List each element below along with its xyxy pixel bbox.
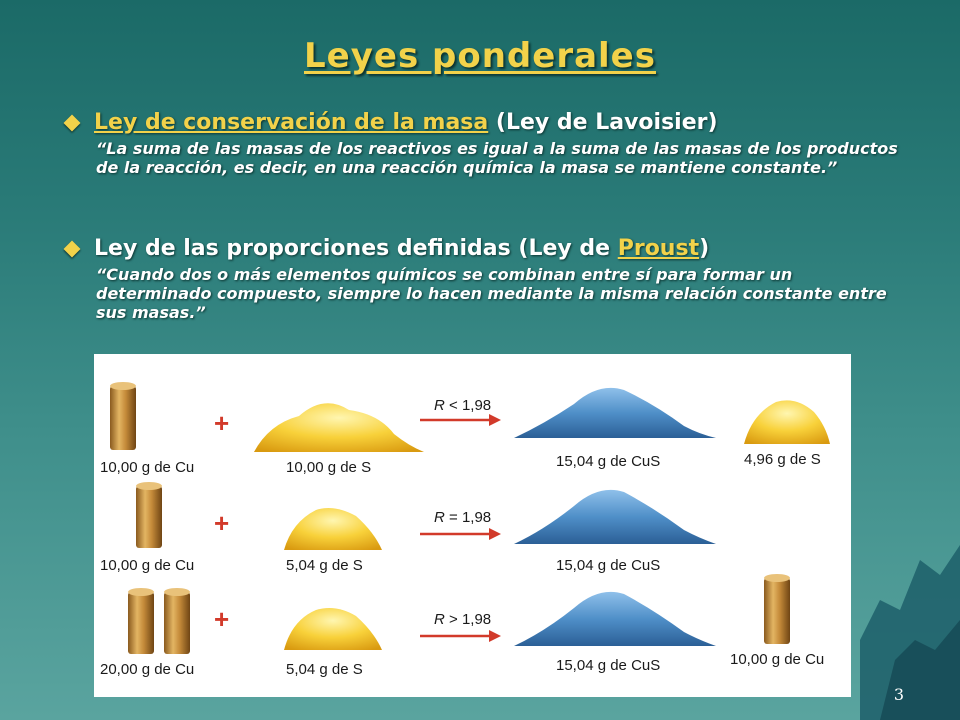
copper-cylinder-icon xyxy=(136,482,162,548)
slide-title: Leyes ponderales xyxy=(304,36,656,76)
page-number: 3 xyxy=(893,685,904,704)
copper-sulfide-mass-label: 15,04 g de CuS xyxy=(556,557,661,574)
law-conservation-link[interactable]: Ley de conservación de la masa xyxy=(94,110,489,135)
sulfur-mass-label: 5,04 g de S xyxy=(286,661,363,678)
plus-sign: + xyxy=(214,508,230,538)
law-proportions-heading xyxy=(62,236,902,261)
copper-sulfide-pile-icon xyxy=(514,592,716,646)
law-proportions-quote: “Cuando dos o más elementos químicos se combinan entre sí para formar un determinado compuesto, siempre lo hacen mediante la misma relación constante entre sus masas.” xyxy=(96,265,887,322)
reaction-arrow-icon xyxy=(420,630,501,642)
excess-copper-cylinder-icon xyxy=(764,574,790,644)
law-proportions-section xyxy=(62,236,902,322)
plus-sign: + xyxy=(214,408,230,438)
copper-cylinder-icon xyxy=(164,588,190,654)
excess-mass-label: 4,96 g de S xyxy=(744,451,821,468)
excess-mass-label: 10,00 g de Cu xyxy=(730,651,825,668)
copper-sulfide-pile-icon xyxy=(514,490,716,544)
ratio-label: R > 1,98 xyxy=(434,611,492,628)
excess-sulfur-pile-icon xyxy=(744,400,830,444)
law-conservation-section xyxy=(62,110,902,177)
ratio-label: R < 1,98 xyxy=(434,397,492,414)
law-proportions-suffix: ) xyxy=(699,236,710,261)
reaction-arrow-icon xyxy=(420,414,501,426)
ratio-label: R = 1,98 xyxy=(434,509,492,526)
reaction-row-3 xyxy=(100,574,824,678)
sulfur-mass-label: 5,04 g de S xyxy=(286,557,363,574)
reaction-row-2 xyxy=(100,482,716,574)
copper-sulfide-mass-label: 15,04 g de CuS xyxy=(556,657,661,674)
sulfur-mass-label: 10,00 g de S xyxy=(286,459,372,476)
law-conservation-subtitle: (Ley de Lavoisier) xyxy=(488,110,718,135)
reaction-row-1 xyxy=(100,382,830,476)
proust-figure-svg xyxy=(94,354,851,697)
sulfur-pile-icon xyxy=(284,608,382,650)
sulfur-pile-icon xyxy=(254,403,424,452)
reaction-arrow-icon xyxy=(420,528,501,540)
plus-sign: + xyxy=(214,604,230,634)
law-conservation-heading xyxy=(62,110,902,135)
law-proportions-prefix: Ley de las proporciones definidas (Ley de xyxy=(94,236,618,261)
law-conservation-quote: “La suma de las masas de los reactivos es igual a la suma de las masas de los productos de la reacción, es decir, en una reacción química la masa se mantiene constante.” xyxy=(96,139,898,177)
copper-sulfide-pile-icon xyxy=(514,388,716,438)
copper-mass-label: 20,00 g de Cu xyxy=(100,661,195,678)
diamond-bullet-icon xyxy=(64,241,81,258)
proust-figure xyxy=(94,354,851,697)
copper-cylinder-icon xyxy=(128,588,154,654)
copper-mass-label: 10,00 g de Cu xyxy=(100,459,195,476)
diamond-bullet-icon xyxy=(64,115,81,132)
sulfur-pile-icon xyxy=(284,508,382,550)
copper-sulfide-mass-label: 15,04 g de CuS xyxy=(556,453,661,470)
copper-cylinder-icon xyxy=(110,382,136,450)
proust-link[interactable]: Proust xyxy=(617,236,700,261)
copper-mass-label: 10,00 g de Cu xyxy=(100,557,195,574)
